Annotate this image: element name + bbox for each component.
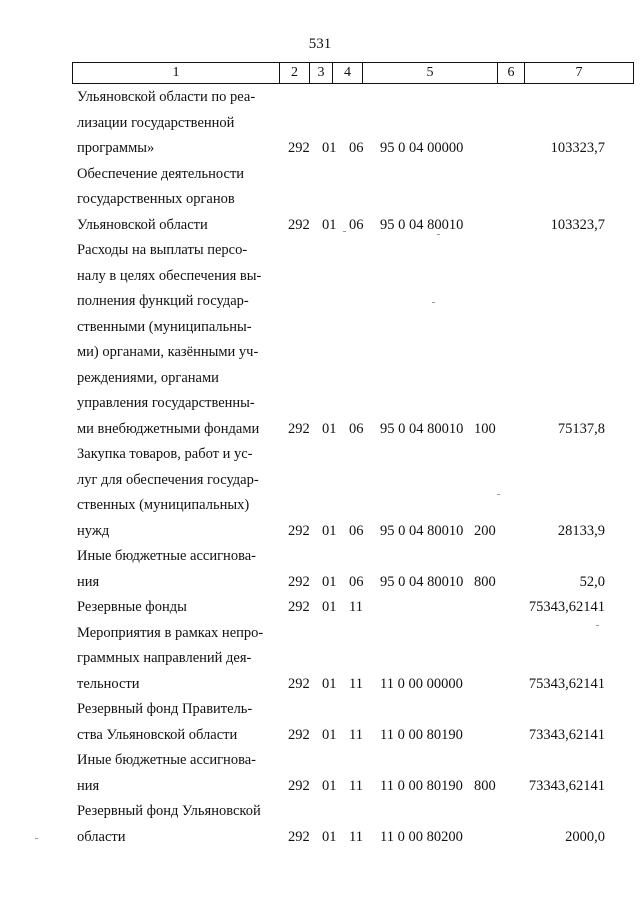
description-line: Иные бюджетные ассигнова- xyxy=(77,548,256,564)
cell-c2: 292 xyxy=(288,522,310,539)
cell-c3: 01 xyxy=(322,777,337,794)
description-line: Резервный фонд Правитель- xyxy=(77,701,253,717)
row-description xyxy=(77,85,277,162)
cell-c6: 800 xyxy=(474,573,496,590)
cell-c4: 06 xyxy=(349,522,364,539)
cell-c4: 11 xyxy=(349,726,363,743)
header-col-1: 1 xyxy=(73,63,280,84)
description-line: ственных (муниципальных) xyxy=(77,497,250,513)
cell-c6: 800 xyxy=(474,777,496,794)
cell-c3: 01 xyxy=(322,675,337,692)
row-description xyxy=(77,621,277,698)
description-line: реждениями, органами xyxy=(77,369,219,386)
scan-speck xyxy=(596,625,599,626)
description-line: луг для обеспечения государ- xyxy=(77,471,259,488)
row-description xyxy=(77,238,277,442)
cell-c5: 95 0 04 80010 xyxy=(380,573,464,590)
cell-c7: 103323,7 xyxy=(550,216,605,233)
cell-c7: 73343,62141 xyxy=(528,726,605,743)
description-line: государственных органов xyxy=(77,191,235,207)
row-description xyxy=(77,544,277,595)
description-line: области xyxy=(77,828,126,845)
description-line: лизации государственной xyxy=(77,114,235,131)
cell-c7: 103323,7 xyxy=(550,140,605,156)
description-line: Ульяновской области по реа- xyxy=(77,89,256,105)
cell-c4: 11 xyxy=(349,675,363,692)
row-description xyxy=(77,799,277,850)
cell-c5: 95 0 04 80010 xyxy=(380,216,464,233)
description-line: ния xyxy=(77,573,100,590)
header-col-2: 2 xyxy=(280,63,310,84)
cell-c6: 200 xyxy=(474,522,496,539)
description-line: Закупка товаров, работ и ус- xyxy=(77,446,253,462)
cell-c3: 01 xyxy=(322,726,337,743)
scan-speck xyxy=(437,234,440,235)
cell-c2: 292 xyxy=(288,828,310,845)
row-description xyxy=(77,162,277,239)
description-line: ства Ульяновской области xyxy=(77,726,238,743)
cell-c4: 06 xyxy=(349,573,364,590)
cell-c7: 28133,9 xyxy=(557,522,605,539)
cell-c6: 100 xyxy=(474,420,496,437)
cell-c3: 01 xyxy=(322,573,337,590)
cell-c7: 52,0 xyxy=(579,573,605,590)
description-line: управления государственны- xyxy=(77,395,255,411)
page-number: 531 xyxy=(308,36,332,52)
header-col-7: 7 xyxy=(525,63,634,84)
description-line: ми) органами, казёнными уч- xyxy=(77,344,259,360)
table-row xyxy=(0,621,640,698)
table-row xyxy=(0,748,640,799)
header-col-3: 3 xyxy=(310,63,333,84)
description-line: полнения функций государ- xyxy=(77,293,249,309)
cell-c4: 11 xyxy=(349,828,363,845)
cell-c3: 01 xyxy=(322,216,337,233)
cell-c4: 06 xyxy=(349,420,364,437)
row-description xyxy=(77,748,277,799)
table-row xyxy=(0,544,640,595)
description-line: Резервный фонд Ульяновской xyxy=(77,803,261,819)
description-line: программы» xyxy=(77,140,155,156)
cell-c4: 06 xyxy=(349,140,364,156)
scan-speck xyxy=(35,838,38,839)
cell-c2: 292 xyxy=(288,420,310,437)
description-line: Расходы на выплаты персо- xyxy=(77,242,248,258)
description-line: ния xyxy=(77,777,100,794)
cell-c5: 95 0 04 80010 xyxy=(380,522,464,539)
cell-c2: 292 xyxy=(288,777,310,794)
cell-c7: 2000,0 xyxy=(565,828,605,845)
table-row xyxy=(0,595,640,621)
description-line: налу в целях обеспечения вы- xyxy=(77,267,262,284)
cell-c2: 292 xyxy=(288,140,310,156)
cell-c5: 11 0 00 00000 xyxy=(380,675,463,692)
description-line: ственными (муниципальны- xyxy=(77,318,252,335)
cell-c7: 73343,62141 xyxy=(528,777,605,794)
cell-c3: 01 xyxy=(322,599,337,615)
cell-c2: 292 xyxy=(288,599,310,615)
cell-c5: 11 0 00 80190 xyxy=(380,777,463,794)
description-line: нужд xyxy=(77,522,110,539)
header-col-5: 5 xyxy=(363,63,498,84)
description-line: Обеспечение деятельности xyxy=(77,165,245,182)
cell-c7: 75343,62141 xyxy=(528,599,605,615)
cell-c2: 292 xyxy=(288,726,310,743)
table-row xyxy=(0,697,640,748)
cell-c5: 11 0 00 80200 xyxy=(380,828,463,845)
table-body xyxy=(0,85,640,850)
table-row xyxy=(0,442,640,544)
scan-speck xyxy=(432,302,435,303)
cell-c4: 11 xyxy=(349,777,363,794)
description-line: тельности xyxy=(77,675,140,692)
header-col-4: 4 xyxy=(333,63,363,84)
header-col-6: 6 xyxy=(498,63,525,84)
cell-c3: 01 xyxy=(322,420,337,437)
cell-c3: 01 xyxy=(322,522,337,539)
scan-speck xyxy=(343,231,346,232)
cell-c7: 75343,62141 xyxy=(528,675,605,692)
table-row xyxy=(0,85,640,162)
cell-c3: 01 xyxy=(322,828,337,845)
description-line: ми внебюджетными фондами xyxy=(77,420,260,437)
row-description xyxy=(77,697,277,748)
row-description xyxy=(77,595,277,621)
cell-c2: 292 xyxy=(288,675,310,692)
scan-speck xyxy=(497,494,500,495)
cell-c4: 11 xyxy=(349,599,363,615)
table-row xyxy=(0,799,640,850)
cell-c5: 95 0 04 00000 xyxy=(380,140,464,156)
description-line: граммных направлений дея- xyxy=(77,650,252,666)
cell-c3: 01 xyxy=(322,140,337,156)
table-header xyxy=(72,62,634,84)
cell-c2: 292 xyxy=(288,216,310,233)
description-line: Мероприятия в рамках непро- xyxy=(77,624,264,641)
table-row xyxy=(0,162,640,239)
cell-c4: 06 xyxy=(349,216,364,233)
description-line: Иные бюджетные ассигнова- xyxy=(77,752,256,768)
cell-c7: 75137,8 xyxy=(557,420,605,437)
description-line: Ульяновской области xyxy=(77,216,208,233)
description-line: Резервные фонды xyxy=(77,599,187,615)
row-description xyxy=(77,442,277,544)
cell-c5: 95 0 04 80010 xyxy=(380,420,464,437)
table-row xyxy=(0,238,640,442)
cell-c5: 11 0 00 80190 xyxy=(380,726,463,743)
cell-c2: 292 xyxy=(288,573,310,590)
